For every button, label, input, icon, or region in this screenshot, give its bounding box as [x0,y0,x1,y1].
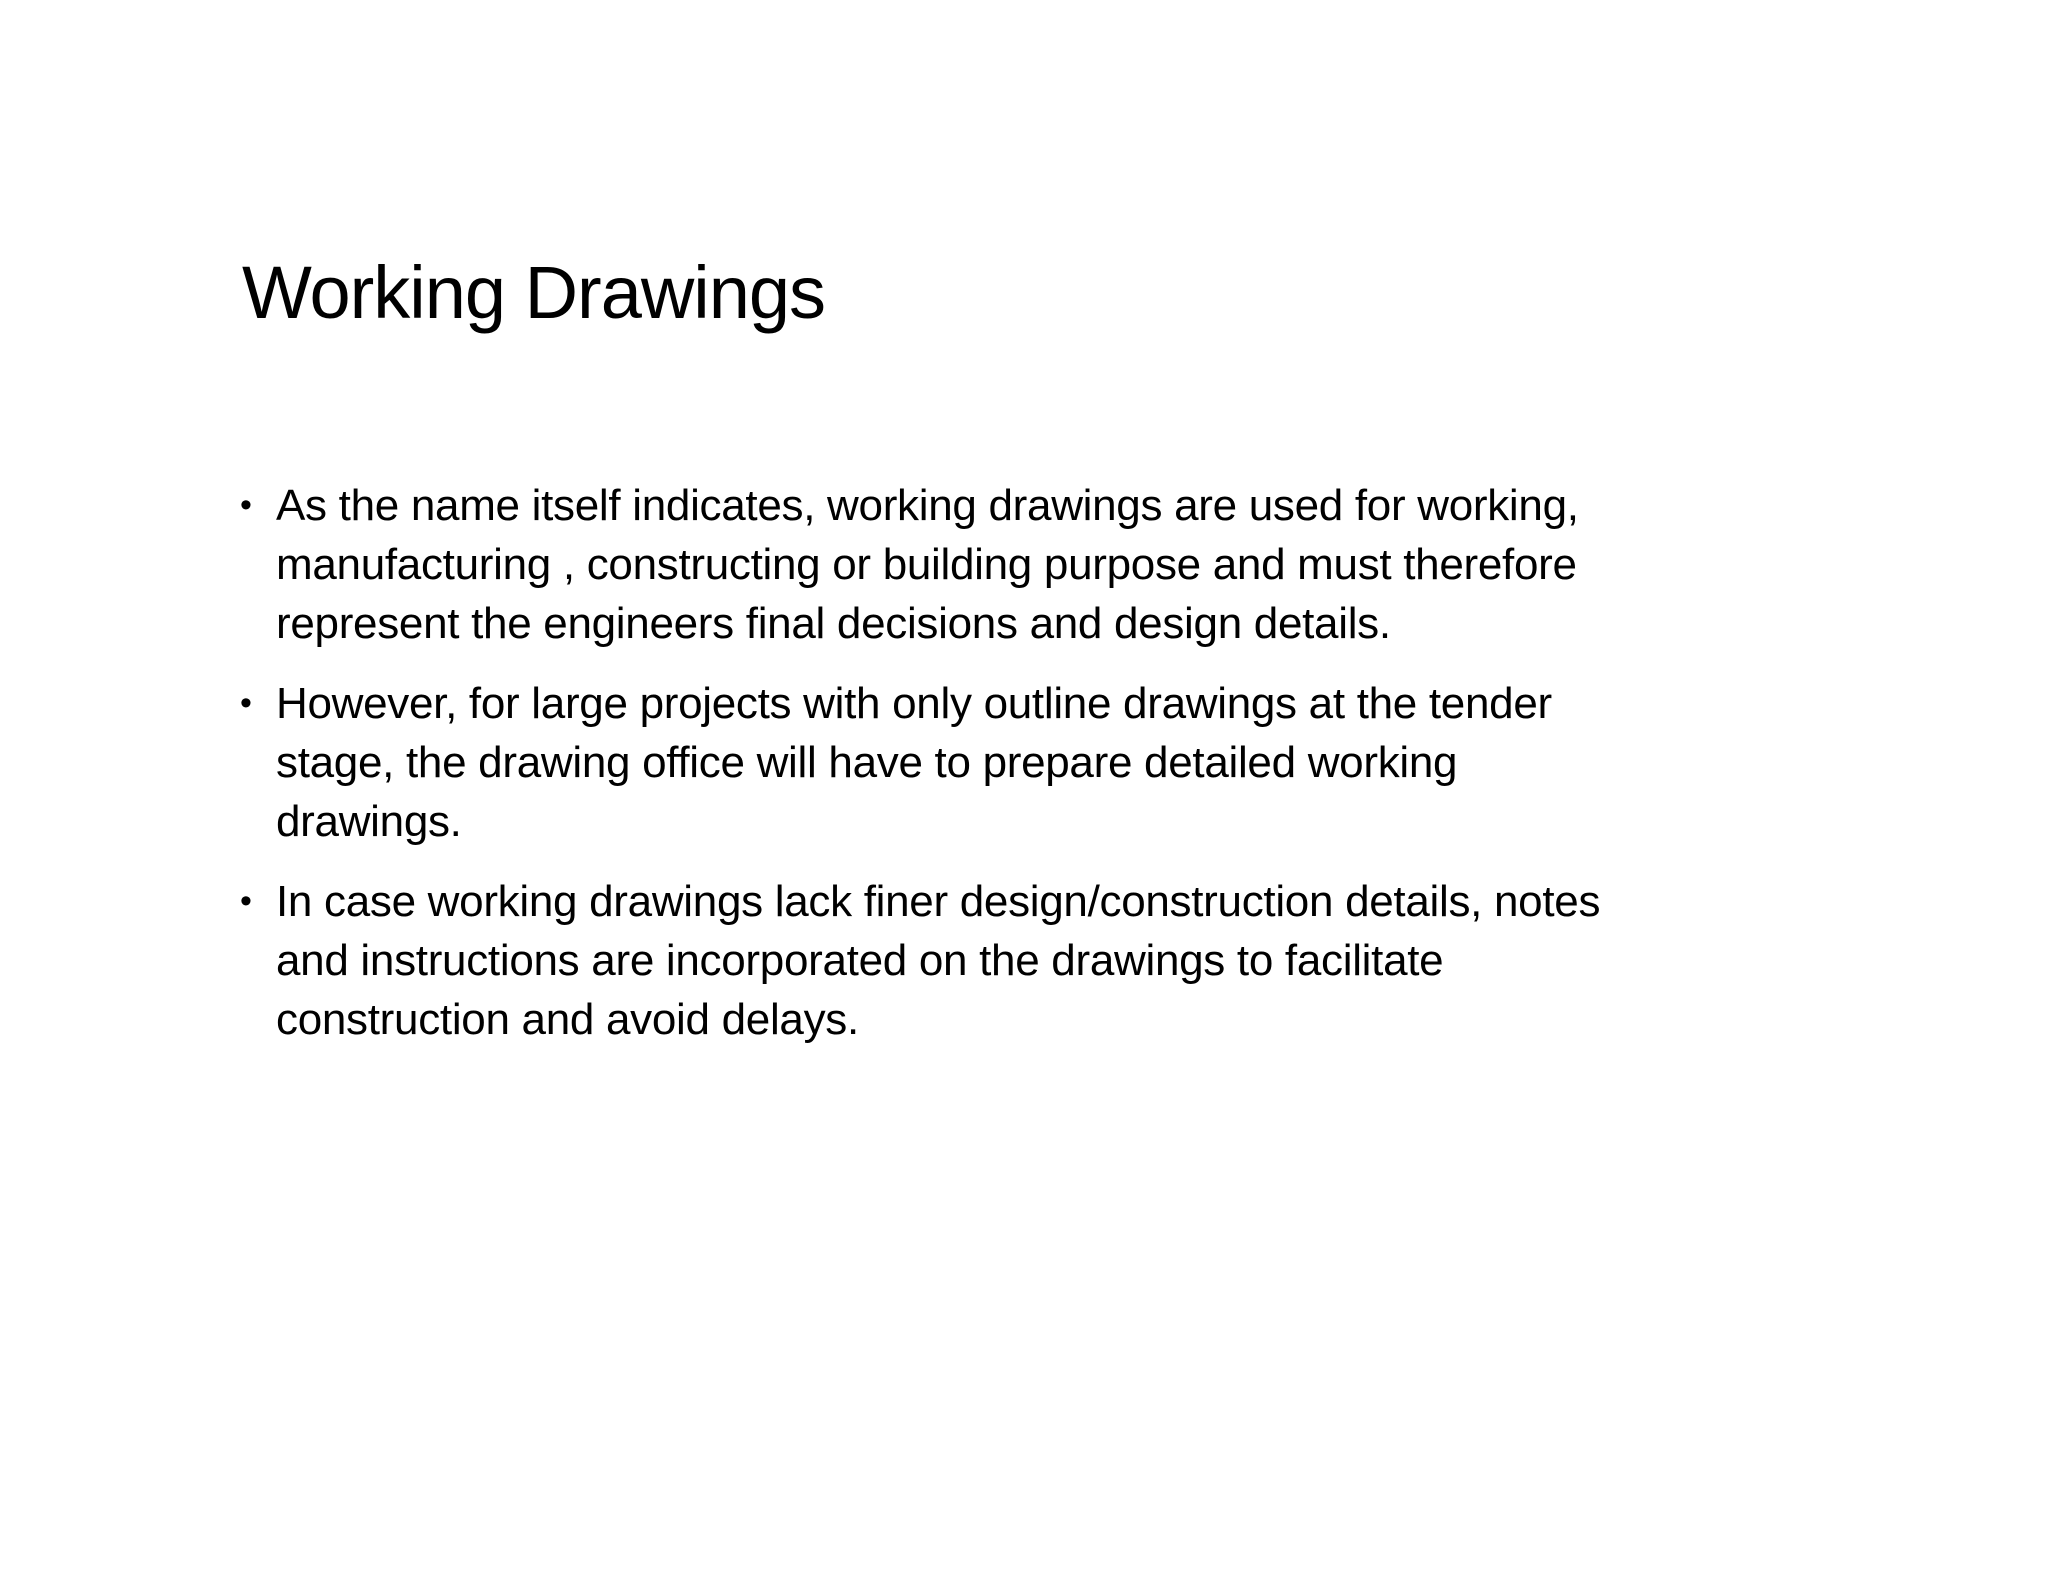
bullet-list [240,476,1880,1070]
bullet-dot-icon: • [240,486,252,524]
bullet-text [276,872,1880,1049]
bullet-line: drawings. [276,797,462,846]
bullet-line: stage, the drawing office will have to prepare detailed working [276,738,1458,787]
bullet-line: represent the engineers final decisions and design details. [276,599,1391,648]
bullet-dot-icon: • [240,882,252,920]
bullet-text [276,476,1880,653]
bullet-item [240,872,1880,1049]
bullet-line: As the name itself indicates, working drawings are used for working, [276,481,1579,530]
bullet-text [276,674,1880,851]
bullet-line: However, for large projects with only outline drawings at the tender [276,679,1552,728]
bullet-item [240,476,1880,653]
bullet-line: manufacturing , constructing or building purpose and must therefore [276,540,1577,589]
bullet-line: construction and avoid delays. [276,995,859,1044]
bullet-item [240,674,1880,851]
slide-title: Working Drawings [242,251,826,334]
bullet-line: In case working drawings lack finer design/construction details, notes [276,877,1601,926]
bullet-line: and instructions are incorporated on the drawings to facilitate [276,936,1444,985]
bullet-dot-icon: • [240,684,252,722]
